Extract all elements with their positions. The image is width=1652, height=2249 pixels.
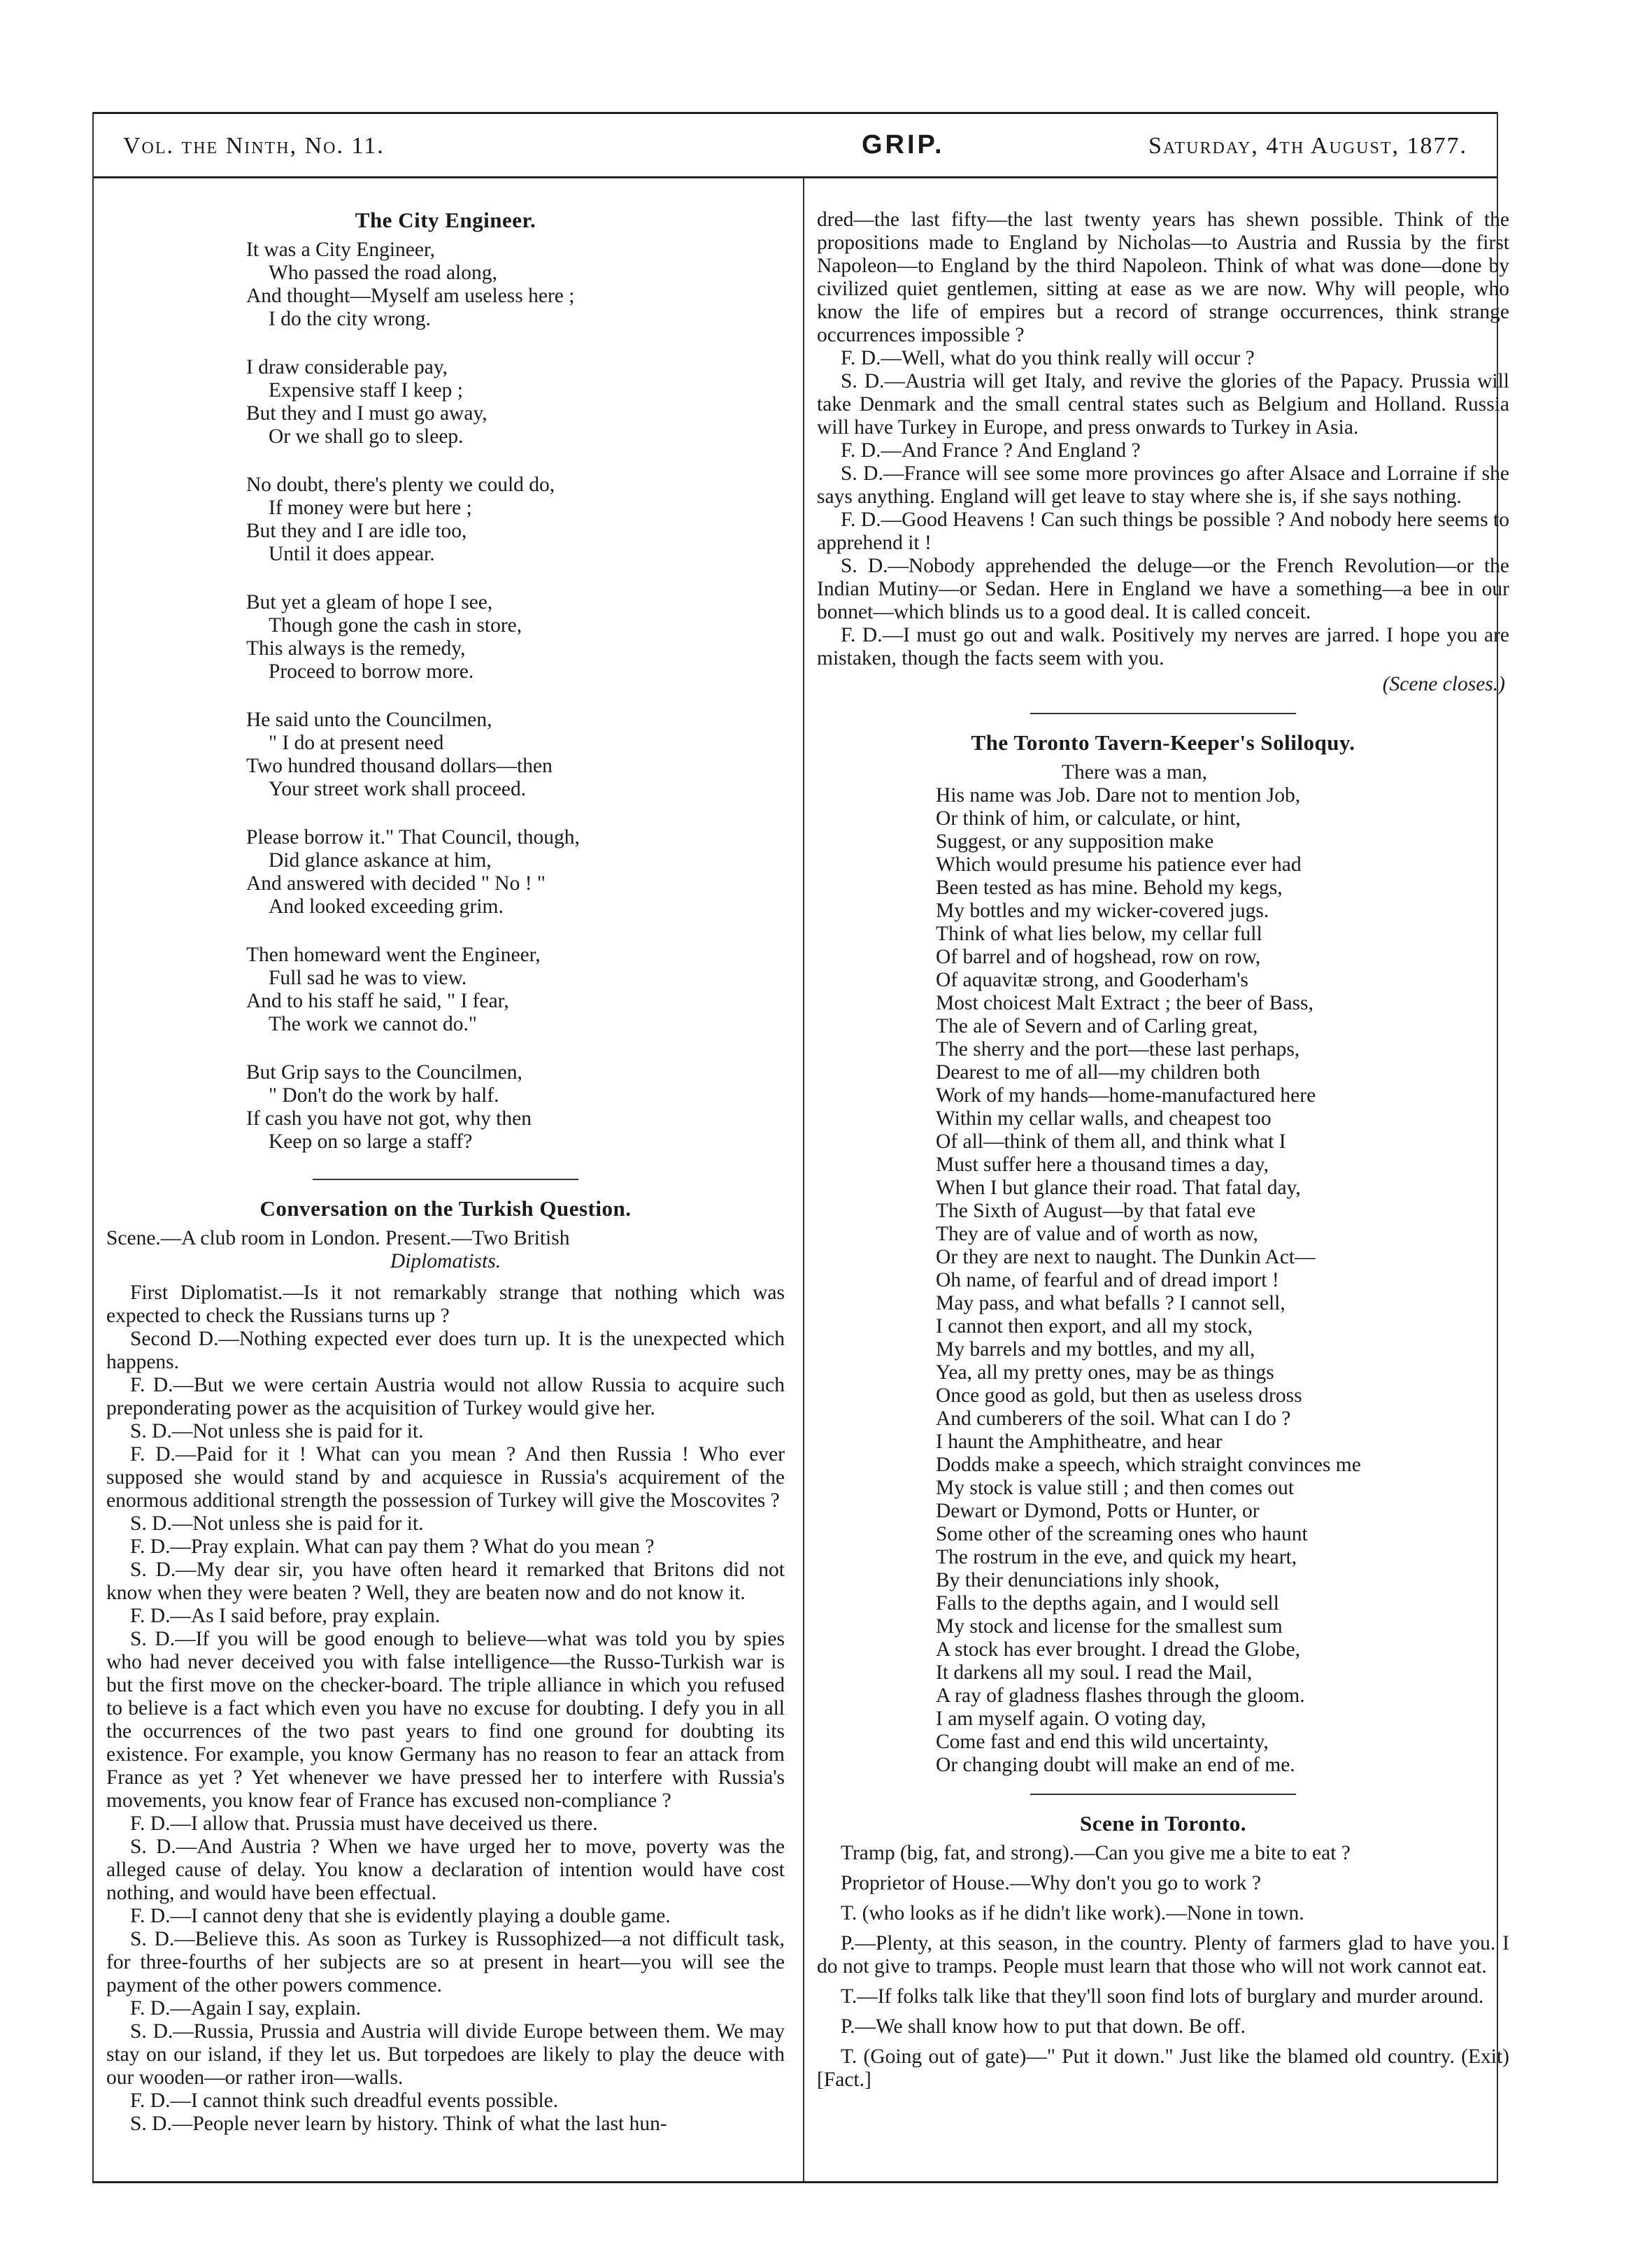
soliloquy-line: Think of what lies below, my cellar full bbox=[936, 923, 1262, 945]
toronto-title: Scene in Toronto. bbox=[1080, 1811, 1246, 1836]
conversation-continued bbox=[817, 208, 1509, 670]
conversation-text bbox=[106, 1282, 785, 2136]
poem-stanza bbox=[246, 474, 785, 566]
poem-line: And answered with decided " No ! " bbox=[246, 872, 546, 895]
paragraph: F. D.—And France ? And England ? bbox=[841, 439, 1141, 462]
poem-line: Expensive staff I keep ; bbox=[269, 379, 463, 402]
paragraph: T.—If folks talk like that they'll soon find lots of burglary and murder around. bbox=[841, 1985, 1484, 2008]
paragraph: First Diplomatist.—Is it not remarkably strange that nothing which was expected to check the Russians turns up ? bbox=[106, 1282, 785, 1327]
soliloquy-line: The ale of Severn and of Carling great, bbox=[936, 1015, 1258, 1037]
poem-line: Until it does appear. bbox=[269, 543, 435, 565]
soliloquy-line: They are of value and of worth as now, bbox=[936, 1223, 1258, 1245]
poem-line: And to his staff he said, " I fear, bbox=[246, 990, 509, 1012]
scene-description bbox=[106, 1227, 785, 1273]
paragraph: T. (who looks as if he didn't like work).—None in town. bbox=[841, 1902, 1304, 1924]
soliloquy-line: The sherry and the port—these last perhaps, bbox=[936, 1038, 1300, 1060]
poem-stanza bbox=[246, 591, 785, 683]
volume-number: Vol. the Ninth, No. 11. bbox=[123, 133, 385, 159]
soliloquy-line: Once good as gold, but then as useless dross bbox=[936, 1384, 1302, 1407]
column-divider bbox=[803, 178, 804, 2183]
paragraph: F. D.—I allow that. Prussia must have deceived us there. bbox=[130, 1812, 598, 1835]
section-separator bbox=[1030, 1794, 1296, 1795]
poem-line: Two hundred thousand dollars—then bbox=[246, 755, 553, 777]
soliloquy-line: Dearest to me of all—my children both bbox=[936, 1061, 1260, 1084]
soliloquy-line: May pass, and what befalls ? I cannot sell, bbox=[936, 1292, 1286, 1314]
poem-line: He said unto the Councilmen, bbox=[246, 709, 492, 731]
paragraph: Tramp (big, fat, and strong).—Can you give me a bite to eat ? bbox=[841, 1842, 1351, 1864]
poem-line: But they and I must go away, bbox=[246, 402, 487, 425]
paragraph: S. D.—And Austria ? When we have urged her to move, poverty was the alleged cause of delay. You know a declaration of intention would have cost nothing, and would have been effectual. bbox=[106, 1836, 785, 1904]
poem-line: Please borrow it." That Council, though, bbox=[246, 826, 580, 849]
poem-line: This always is the remedy, bbox=[246, 637, 466, 660]
paragraph: S. D.—Not unless she is paid for it. bbox=[130, 1420, 424, 1442]
soliloquy-line: The rostrum in the eve, and quick my heart, bbox=[936, 1546, 1297, 1568]
paragraph: T. (Going out of gate)—" Put it down." Just like the blamed old country. (Exit) [Fact.] bbox=[817, 2045, 1509, 2091]
soliloquy-title: The Toronto Tavern-Keeper's Soliloquy. bbox=[971, 730, 1355, 755]
poem-line: If money were but here ; bbox=[269, 497, 472, 519]
section-separator bbox=[313, 1179, 578, 1180]
paragraph: Proprietor of House.—Why don't you go to work ? bbox=[841, 1872, 1261, 1894]
paragraph: F. D.—Pray explain. What can pay them ? What do you mean ? bbox=[130, 1535, 655, 1558]
paragraph: F. D.—Well, what do you think really will occur ? bbox=[841, 347, 1255, 369]
poem-line: Full sad he was to view. bbox=[269, 967, 467, 989]
soliloquy-line: Yea, all my pretty ones, may be as things bbox=[936, 1361, 1274, 1384]
poem-line: But they and I are idle too, bbox=[246, 520, 467, 542]
soliloquy-line: Dodds make a speech, which straight convinces me bbox=[936, 1454, 1361, 1476]
poem-line: Proceed to borrow more. bbox=[269, 660, 474, 683]
paragraph: S. D.—France will see some more provinces go after Alsace and Lorraine if she says anything. England will get leave to stay where she is, if she says nothing. bbox=[817, 462, 1509, 508]
left-column bbox=[106, 208, 785, 2136]
poem-line: But yet a gleam of hope I see, bbox=[246, 591, 493, 613]
poem-line: And looked exceeding grim. bbox=[269, 895, 504, 918]
soliloquy-line: Most choicest Malt Extract ; the beer of Bass, bbox=[936, 992, 1313, 1014]
soliloquy-line: A stock has ever brought. I dread the Globe, bbox=[936, 1638, 1301, 1661]
soliloquy-line: Of aquavitæ strong, and Gooderham's bbox=[936, 969, 1248, 991]
city-engineer-poem bbox=[246, 239, 785, 1154]
publication-title: GRIP. bbox=[862, 130, 945, 159]
soliloquy-line: I haunt the Amphitheatre, and hear bbox=[936, 1431, 1223, 1453]
paragraph: Second D.—Nothing expected ever does turn up. It is the unexpected which happens. bbox=[106, 1328, 785, 1373]
soliloquy-line: Oh name, of fearful and of dread import ! bbox=[936, 1269, 1279, 1291]
soliloquy-line: My barrels and my bottles, and my all, bbox=[936, 1338, 1255, 1361]
issue-date: Saturday, 4th August, 1877. bbox=[1148, 133, 1467, 159]
soliloquy-line: Within my cellar walls, and cheapest too bbox=[936, 1107, 1272, 1130]
paragraph: S. D.—Believe this. As soon as Turkey is Russophized—a not difficult task, for three-fourths of her subjects are so at present in heart—you will see the payment of the other powers commence. bbox=[106, 1928, 785, 1996]
soliloquy-line: It darkens all my soul. I read the Mail, bbox=[936, 1661, 1253, 1684]
poem-line: I do the city wrong. bbox=[269, 308, 431, 330]
right-column bbox=[817, 208, 1509, 2099]
toronto-scene bbox=[817, 1842, 1509, 2092]
poem-line: Who passed the road along, bbox=[269, 262, 497, 284]
poem-stanza bbox=[246, 1061, 785, 1154]
soliloquy-line: A ray of gladness flashes through the gloom. bbox=[936, 1684, 1305, 1707]
poem-stanza bbox=[246, 944, 785, 1036]
paragraph: S. D.—Not unless she is paid for it. bbox=[130, 1512, 424, 1535]
soliloquy-line: And cumberers of the soil. What can I do ? bbox=[936, 1407, 1291, 1430]
poem-stanza bbox=[246, 709, 785, 801]
poem-line: Keep on so large a staff? bbox=[269, 1130, 473, 1153]
frame-left-rule bbox=[92, 112, 94, 2183]
poem-line: Then homeward went the Engineer, bbox=[246, 944, 541, 966]
paragraph: dred—the last fifty—the last twenty years has shewn possible. Think of the propositions made to England by Nicholas—to Austria and Russia by the first Napoleon—to England by the third Napoleon. Think of what was done—done by civilized quiet gentlemen, sitting at ease as we are now. Why will people, who know the life of empires but a record of strange occurrences, think strange occurrences impossible ? bbox=[817, 208, 1509, 346]
poem-line: Or we shall go to sleep. bbox=[269, 425, 464, 448]
poem-line: If cash you have not got, why then bbox=[246, 1107, 532, 1130]
soliloquy-line: Falls to the depths again, and I would sell bbox=[936, 1592, 1279, 1615]
conversation-title: Conversation on the Turkish Question. bbox=[259, 1196, 632, 1221]
poem-line: It was a City Engineer, bbox=[246, 239, 435, 261]
poem-line: Did glance askance at him, bbox=[269, 849, 492, 872]
soliloquy-line: Or they are next to naught. The Dunkin Act— bbox=[936, 1246, 1316, 1268]
poem-line: " Don't do the work by half. bbox=[269, 1084, 499, 1107]
soliloquy-line: Which would presume his patience ever had bbox=[936, 853, 1302, 876]
soliloquy-line: Or think of him, or calculate, or hint, bbox=[936, 807, 1241, 830]
scene-line: Scene.—A club room in London. Present.—Two British bbox=[106, 1227, 570, 1249]
masthead bbox=[92, 130, 1498, 168]
soliloquy-line: Suggest, or any supposition make bbox=[936, 830, 1214, 853]
paragraph: F. D.—Good Heavens ! Can such things be possible ? And nobody here seems to apprehend it ! bbox=[817, 509, 1509, 554]
soliloquy-line: Or changing doubt will make an end of me. bbox=[936, 1754, 1295, 1776]
paragraph: S. D.—Russia, Prussia and Austria will divide Europe between them. We may stay on our island, if they let us. But torpedoes are likely to play the deuce with our wooden—or rather iron—walls. bbox=[106, 2020, 785, 2089]
paragraph: F. D.—I must go out and walk. Positively my nerves are jarred. I hope you are mistaken, though the facts seem with you. bbox=[817, 624, 1509, 669]
poem-line: Though gone the cash in store, bbox=[269, 614, 522, 637]
soliloquy-line: When I but glance their road. That fatal day, bbox=[936, 1177, 1301, 1199]
soliloquy-line: My stock is value still ; and then comes out bbox=[936, 1477, 1295, 1499]
soliloquy-line: I am myself again. O voting day, bbox=[936, 1708, 1206, 1730]
poem-stanza bbox=[246, 356, 785, 448]
soliloquy-line: Some other of the screaming ones who haunt bbox=[936, 1523, 1308, 1545]
header-rule bbox=[92, 176, 1498, 178]
soliloquy-line: I cannot then export, and all my stock, bbox=[936, 1315, 1253, 1338]
paragraph: P.—Plenty, at this season, in the country. Plenty of farmers glad to have you. I do not give to tramps. People must learn that those who will not work cannot eat. bbox=[817, 1932, 1509, 1978]
soliloquy-poem bbox=[936, 761, 1509, 1777]
poem-line: " I do at present need bbox=[269, 732, 444, 754]
paragraph: S. D.—Nobody apprehended the deluge—or the French Revolution—or the Indian Mutiny—or Sedan. Here in England we have a something—a bee in our bonnet—which blinds us to a good deal. It is called conceit. bbox=[817, 555, 1509, 623]
paragraph: F. D.—Again I say, explain. bbox=[130, 1997, 362, 2020]
poem-stanza bbox=[246, 239, 785, 331]
poem-title: The City Engineer. bbox=[355, 208, 536, 232]
paragraph: S. D.—My dear sir, you have often heard it remarked that Britons did not know when they were beaten ? Well, they are beaten now and do not know it. bbox=[106, 1559, 785, 1604]
soliloquy-line: Must suffer here a thousand times a day, bbox=[936, 1154, 1269, 1176]
poem-line: And thought—Myself am useless here ; bbox=[246, 285, 575, 307]
poem-line: Your street work shall proceed. bbox=[269, 778, 527, 800]
paragraph: F. D.—Paid for it ! What can you mean ? And then Russia ! Who ever supposed she would stand by and acquiesce in Russia's acquirement of the enormous additional strength the possession of Turkey will give the Moscovites ? bbox=[106, 1443, 785, 1512]
top-rule bbox=[92, 112, 1498, 114]
paragraph: S. D.—If you will be good enough to believe—what was told you by spies who had never deceived you with false intelligence—the Russo-Turkish war is but the first move on the checker-board. The triple alliance in which you refused to believe is a fact which even you have no excuse for doubting. I defy you in all the occurrences of the two past years to find one ground for doubting its existence. For example, you know Germany has no reason to fear an attack from France as yet ? Yet whenever we have pressed her to interfere with Russia's movements, you know fear of France has excused non-compliance ? bbox=[106, 1628, 785, 1812]
poem-line: I draw considerable pay, bbox=[246, 356, 448, 378]
paragraph: F. D.—I cannot deny that she is evidently playing a double game. bbox=[130, 1905, 671, 1927]
poem-line: No doubt, there's plenty we could do, bbox=[246, 474, 555, 496]
paragraph: S. D.—Austria will get Italy, and revive the glories of the Papacy. Prussia will take Denmark and the small central states such as Belgium and Holland. Russia will have Turkey in Europe, and press onwards to Turkey in Asia. bbox=[817, 370, 1509, 439]
scene-closes: (Scene closes.) bbox=[1382, 673, 1505, 695]
soliloquy-line: Of barrel and of hogshead, row on row, bbox=[936, 946, 1261, 968]
bottom-rule bbox=[92, 2181, 1498, 2183]
paragraph: S. D.—People never learn by history. Think of what the last hun- bbox=[130, 2113, 667, 2135]
poem-line: But Grip says to the Councilmen, bbox=[246, 1061, 522, 1084]
scene-line-continued: Diplomatists. bbox=[390, 1250, 501, 1272]
paragraph: F. D.—But we were certain Austria would not allow Russia to acquire such preponderating power as the acquisition of Turkey would give her. bbox=[106, 1374, 785, 1419]
paragraph: F. D.—As I said before, pray explain. bbox=[130, 1605, 441, 1627]
poem-stanza bbox=[246, 826, 785, 918]
soliloquy-line: The Sixth of August—by that fatal eve bbox=[936, 1200, 1256, 1222]
soliloquy-line: Been tested as has mine. Behold my kegs, bbox=[936, 877, 1283, 899]
soliloquy-line: Dewart or Dymond, Potts or Hunter, or bbox=[936, 1500, 1260, 1522]
soliloquy-line: My bottles and my wicker-covered jugs. bbox=[936, 900, 1269, 922]
paragraph: F. D.—I cannot think such dreadful events possible. bbox=[130, 2090, 559, 2112]
soliloquy-line: Come fast and end this wild uncertainty, bbox=[936, 1731, 1269, 1753]
section-separator bbox=[1030, 713, 1296, 714]
soliloquy-line: His name was Job. Dare not to mention Job, bbox=[936, 784, 1301, 807]
soliloquy-line: There was a man, bbox=[1062, 761, 1208, 783]
soliloquy-line: Work of my hands—home-manufactured here bbox=[936, 1084, 1316, 1107]
soliloquy-line: By their denunciations inly shook, bbox=[936, 1569, 1220, 1591]
soliloquy-line: Of all—think of them all, and think what I bbox=[936, 1130, 1286, 1153]
poem-line: The work we cannot do." bbox=[269, 1013, 477, 1035]
paragraph: P.—We shall know how to put that down. Be off. bbox=[841, 2015, 1246, 2038]
soliloquy-line: My stock and license for the smallest sum bbox=[936, 1615, 1283, 1638]
